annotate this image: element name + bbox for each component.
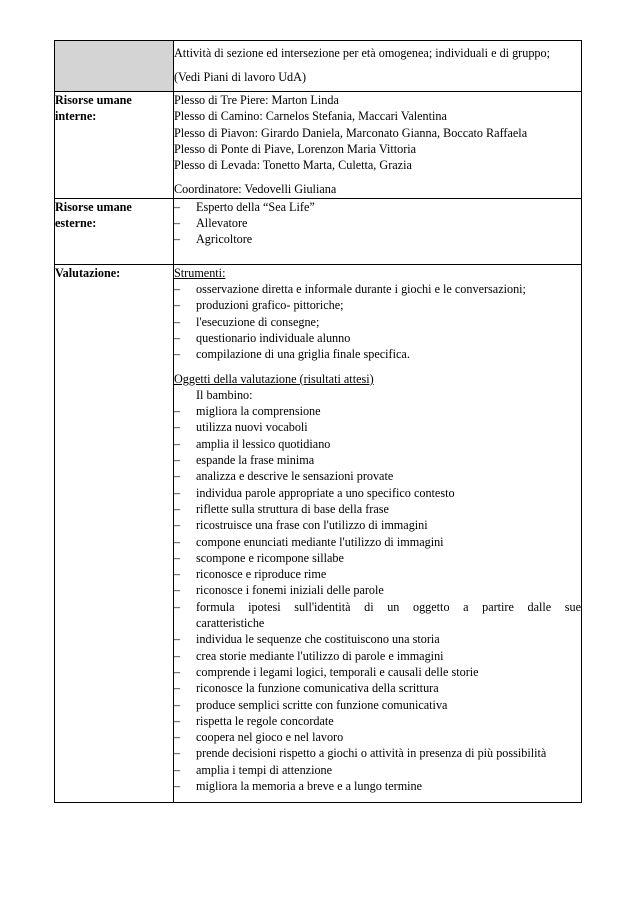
list-item: – individua parole appropriate a uno specifico contesto (174, 485, 581, 501)
list-item: – riconosce e riproduce rime (174, 566, 581, 582)
oggetti-heading: Oggetti della valutazione (risultati attesi) (174, 371, 374, 386)
table-row-risorse-esterne (55, 198, 582, 264)
risorse-interne-label (55, 92, 174, 199)
plesso-line: Plesso di Ponte di Piave, Lorenzon Maria Vittoria (174, 141, 417, 156)
attivita-cell (174, 41, 582, 92)
label-line: interne: (55, 109, 97, 123)
list-item: – Esperto della “Sea Life” (174, 199, 581, 215)
list-item: – compone enunciati mediante l'utilizzo di immagini (174, 534, 581, 550)
table-row-attivita (55, 41, 582, 92)
list-item: – scompone e ricompone sillabe (174, 550, 581, 566)
plesso-line: Plesso di Camino: Carnelos Stefania, Maccari Valentina (174, 109, 447, 124)
list-item: – produce semplici scritte con funzione comunicativa (174, 697, 581, 713)
list-item: – riconosce i fonemi iniziali delle parole (174, 582, 581, 598)
bambino-label: Il bambino: (196, 387, 253, 402)
plesso-line: Plesso di Tre Piere: Marton Linda (174, 93, 339, 107)
list-item: – migliora la comprensione (174, 403, 581, 419)
esterne-list (174, 199, 581, 248)
strumenti-heading: Strumenti: (174, 265, 226, 280)
valutazione-content (174, 264, 582, 802)
formula-continuation: caratteristiche (196, 616, 265, 631)
oggetti-list (174, 403, 581, 794)
list-item: – utilizza nuovi vocaboli (174, 419, 581, 435)
coordinatore-line: Coordinatore: Vedovelli Giuliana (174, 182, 337, 197)
list-item: – analizza e descrive le sensazioni provate (174, 468, 581, 484)
risorse-interne-content (174, 92, 582, 199)
list-item-formula (174, 599, 581, 632)
list-item: – rispetta le regole concordate (174, 713, 581, 729)
list-item: – crea storie mediante l'utilizzo di parole e immagini (174, 648, 581, 664)
strumenti-list (174, 281, 581, 362)
list-item: – migliora la memoria a breve e a lungo termine (174, 778, 581, 794)
list-item: – riconosce la funzione comunicativa della scrittura (174, 680, 581, 696)
list-item: – produzioni grafico- pittoriche; (174, 297, 581, 313)
label-line: Risorse umane (55, 93, 132, 107)
list-item: – questionario individuale alunno (174, 330, 581, 346)
list-item: – amplia il lessico quotidiano (174, 436, 581, 452)
list-item: – osservazione diretta e informale durante i giochi e le conversazioni; (174, 281, 581, 297)
list-item: – coopera nel gioco e nel lavoro (174, 729, 581, 745)
label-line: esterne: (55, 215, 97, 230)
piani-lavoro-text: (Vedi Piani di lavoro UdA) (174, 70, 307, 85)
list-item: – comprende i legami logici, temporali e causali delle storie (174, 664, 581, 680)
valutazione-label: Valutazione: (55, 264, 174, 802)
label-line: Risorse umane (55, 199, 132, 214)
list-item: – compilazione di una griglia finale specifica. (174, 346, 581, 362)
table-row-risorse-interne (55, 92, 582, 199)
shaded-label-cell (55, 41, 174, 92)
plesso-line: Plesso di Levada: Tonetto Marta, Culetta, Grazia (174, 158, 412, 173)
planning-table (54, 40, 582, 803)
list-item: – individua le sequenze che costituiscono una storia (174, 631, 581, 647)
risorse-esterne-content (174, 198, 582, 264)
formula-line: – formula ipotesi sull'identità di un oggetto a partire dalle sue (196, 599, 581, 614)
list-item: – espande la frase minima (174, 452, 581, 468)
list-item: – ricostruisce una frase con l'utilizzo di immagini (174, 517, 581, 533)
risorse-esterne-label (55, 198, 174, 264)
list-item: – l'esecuzione di consegne; (174, 314, 581, 330)
plesso-line: Plesso di Piavon: Girardo Daniela, Marconato Gianna, Boccato Raffaela (174, 125, 528, 140)
list-item: – amplia i tempi di attenzione (174, 762, 581, 778)
list-item: – prende decisioni rispetto a giochi o attività in presenza di più possibilità (174, 745, 581, 761)
list-item: – Agricoltore (174, 231, 581, 247)
list-item: – Allevatore (174, 215, 581, 231)
table-row-valutazione (55, 264, 582, 802)
list-item: – riflette sulla struttura di base della frase (174, 501, 581, 517)
attivita-text: Attività di sezione ed intersezione per età omogenea; individuali e di gruppo; (174, 46, 551, 60)
